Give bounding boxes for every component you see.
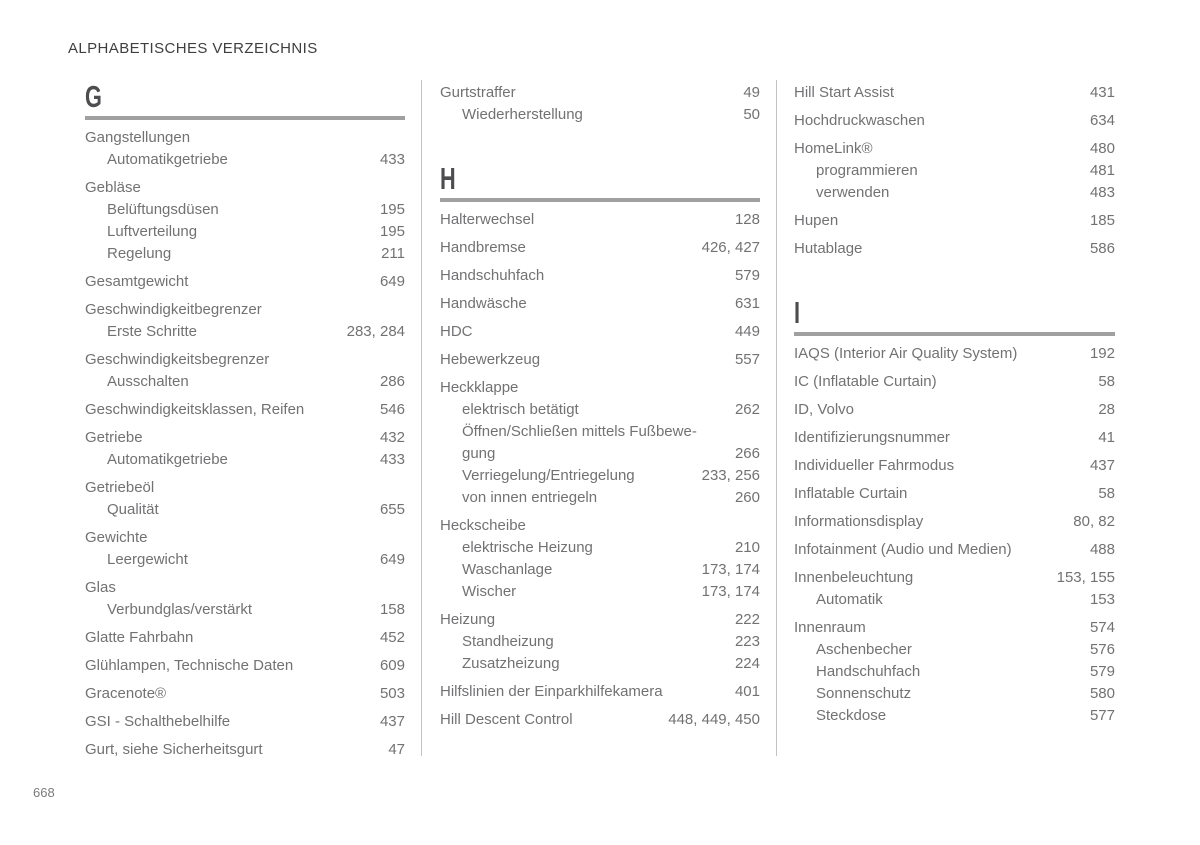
index-group (440, 237, 760, 259)
index-group (794, 82, 1115, 104)
index-subentry (85, 149, 405, 171)
entry-page-number: 557 (734, 351, 760, 368)
index-entry (794, 617, 1115, 639)
index-group (440, 681, 760, 703)
index-subentry (85, 449, 405, 471)
index-group (85, 739, 405, 761)
index-subentry (440, 104, 760, 126)
index-subentry (85, 199, 405, 221)
entry-page-number: 577 (1089, 707, 1115, 724)
index-entry (85, 477, 405, 499)
entry-page-number: 433 (379, 151, 405, 168)
index-group (85, 271, 405, 293)
index-group (794, 343, 1115, 365)
entry-page-number: 433 (379, 451, 405, 468)
entry-label: Glatte Fahrbahn (85, 629, 194, 646)
section-header-i (794, 295, 1115, 336)
entry-page-number: 222 (734, 611, 760, 628)
index-subentry (440, 487, 760, 509)
entry-page-number: 128 (734, 211, 760, 228)
entry-label: Zusatzheizung (462, 655, 560, 672)
section-header-h (440, 161, 760, 202)
entry-label: Getriebeöl (85, 479, 155, 496)
entry-page-number: 173, 174 (701, 561, 760, 578)
index-entry (794, 82, 1115, 104)
entry-page-number: 47 (388, 741, 405, 758)
entry-label: Steckdose (816, 707, 887, 724)
index-group (85, 177, 405, 265)
entry-page-number: 580 (1089, 685, 1115, 702)
entry-label: Innenraum (794, 619, 866, 636)
column-divider (776, 80, 777, 756)
entry-page-number: 262 (734, 401, 760, 418)
index-entry (85, 349, 405, 371)
entry-page-number: 634 (1089, 112, 1115, 129)
entry-label: Identifizierungsnummer (794, 429, 950, 446)
entry-label: HomeLink® (794, 140, 873, 157)
entry-label: Sonnenschutz (816, 685, 912, 702)
entry-page-number: 283, 284 (346, 323, 405, 340)
entry-page-number: 649 (379, 551, 405, 568)
index-group (794, 567, 1115, 611)
index-subentry (85, 221, 405, 243)
index-group (440, 349, 760, 371)
index-subentry (794, 182, 1115, 204)
entry-label: Automatikgetriebe (107, 151, 228, 168)
index-subentry (440, 653, 760, 675)
index-entry (794, 138, 1115, 160)
section-letter: I (794, 295, 801, 330)
index-group (794, 138, 1115, 204)
entry-label: Hilfslinien der Einparkhilfekamera (440, 683, 663, 700)
index-subentry (85, 599, 405, 621)
entry-label: Verbundglas/verstärkt (107, 601, 253, 618)
entry-label: ID, Volvo (794, 401, 855, 418)
index-group (440, 321, 760, 343)
entry-label: Glühlampen, Technische Daten (85, 657, 294, 674)
index-entry (440, 349, 760, 371)
index-entry (794, 455, 1115, 477)
entry-page-number: 58 (1098, 485, 1115, 502)
entry-label: Handbremse (440, 239, 526, 256)
entry-label: verwenden (816, 184, 890, 201)
entry-page-number: 233, 256 (701, 467, 760, 484)
entry-label: Geschwindigkeitsklassen, Reifen (85, 401, 305, 418)
index-entry (794, 238, 1115, 260)
index-subentry (794, 705, 1115, 727)
index-group (85, 127, 405, 171)
entry-page-number: 286 (379, 373, 405, 390)
entry-label: programmieren (816, 162, 918, 179)
index-subentry (794, 589, 1115, 611)
index-entry (440, 82, 760, 104)
entry-label: Hill Start Assist (794, 84, 895, 101)
entry-page-number: 80, 82 (1073, 513, 1115, 530)
index-subentry (440, 631, 760, 653)
index-group (440, 209, 760, 231)
index-subentry (85, 549, 405, 571)
entry-label: Handschuhfach (816, 663, 921, 680)
index-subentry (440, 465, 760, 487)
entry-page-number: 195 (379, 201, 405, 218)
index-group (85, 683, 405, 705)
entry-label: Verriegelung/Entriegelung (462, 467, 635, 484)
index-entry (794, 511, 1115, 533)
index-group (85, 655, 405, 677)
entry-page-number: 437 (379, 713, 405, 730)
entry-page-number: 432 (379, 429, 405, 446)
index-entry (85, 683, 405, 705)
index-entry (440, 293, 760, 315)
index-subentry (794, 683, 1115, 705)
entry-page-number: 437 (1089, 457, 1115, 474)
index-subentry (440, 559, 760, 581)
entry-label: elektrisch betätigt (462, 401, 579, 418)
index-entry (85, 739, 405, 761)
index-subentry (85, 499, 405, 521)
index-group (794, 110, 1115, 132)
index-entry (85, 399, 405, 421)
index-entry (794, 343, 1115, 365)
section-rule (440, 198, 760, 202)
index-entry (440, 265, 760, 287)
entry-page-number: 401 (734, 683, 760, 700)
index-group (85, 427, 405, 471)
entry-page-number: 488 (1089, 541, 1115, 558)
entry-page-number: 481 (1089, 162, 1115, 179)
entry-label: Individueller Fahrmodus (794, 457, 955, 474)
entry-page-number: 649 (379, 273, 405, 290)
entry-page-number: 173, 174 (701, 583, 760, 600)
index-entry (440, 209, 760, 231)
index-group (794, 371, 1115, 393)
entry-label: Leergewicht (107, 551, 188, 568)
entry-page-number: 480 (1089, 140, 1115, 157)
entry-label: Hutablage (794, 240, 863, 257)
entry-page-number: 448, 449, 450 (668, 711, 760, 728)
entry-page-number: 185 (1089, 212, 1115, 229)
index-group (440, 515, 760, 603)
index-entry (85, 299, 405, 321)
index-group (440, 265, 760, 287)
entry-label: Qualität (107, 501, 159, 518)
index-group (85, 627, 405, 649)
entry-label: Geschwindigkeitsbegrenzer (85, 351, 270, 368)
index-entry (85, 577, 405, 599)
index-group (85, 299, 405, 343)
entry-label: Hebewerkzeug (440, 351, 541, 368)
index-entry (85, 427, 405, 449)
entry-label: Heckscheibe (440, 517, 526, 534)
entry-label: Hochdruckwaschen (794, 112, 925, 129)
entry-label: Gurt, siehe Sicherheitsgurt (85, 741, 263, 758)
page-number: 668 (33, 785, 55, 800)
entry-label: Heckklappe (440, 379, 519, 396)
index-subentry (85, 243, 405, 265)
index-entry (794, 371, 1115, 393)
entry-label: IC (Inflatable Curtain) (794, 373, 937, 390)
index-column-1 (85, 79, 405, 767)
entry-label: GSI - Schalthebelhilfe (85, 713, 231, 730)
section-rule (794, 332, 1115, 336)
entry-label: Automatik (816, 591, 883, 608)
index-group (85, 349, 405, 393)
section-letter: G (85, 79, 102, 114)
index-entry (85, 527, 405, 549)
index-subentry (794, 639, 1115, 661)
entry-page-number: 28 (1098, 401, 1115, 418)
entry-page-number: 449 (734, 323, 760, 340)
entry-page-number: 586 (1089, 240, 1115, 257)
index-entry (440, 321, 760, 343)
entry-page-number: 224 (734, 655, 760, 672)
index-entry (440, 515, 760, 537)
entry-label: Gewichte (85, 529, 148, 546)
entry-page-number: 158 (379, 601, 405, 618)
index-group (794, 427, 1115, 449)
entry-page-number: 153 (1089, 591, 1115, 608)
index-entry (85, 271, 405, 293)
index-subentry (440, 581, 760, 603)
entry-page-number: 260 (734, 489, 760, 506)
index-entry (440, 609, 760, 631)
index-group (440, 377, 760, 509)
index-group (440, 293, 760, 315)
entry-label: Aschenbecher (816, 641, 912, 658)
index-entry (85, 655, 405, 677)
entry-page-number: 609 (379, 657, 405, 674)
entry-page-number: 49 (743, 84, 760, 101)
index-group (85, 399, 405, 421)
index-group (794, 238, 1115, 260)
index-entry (794, 399, 1115, 421)
index-subentry (440, 537, 760, 559)
entry-label: Informationsdisplay (794, 513, 924, 530)
entry-page-number: 631 (734, 295, 760, 312)
index-group (794, 210, 1115, 232)
index-column-2 (440, 82, 760, 737)
index-group (440, 609, 760, 675)
index-group (794, 399, 1115, 421)
entry-label: IAQS (Interior Air Quality System) (794, 345, 1018, 362)
index-entry (85, 177, 405, 199)
index-group (794, 511, 1115, 533)
index-entry (794, 427, 1115, 449)
entry-label: Gebläse (85, 179, 141, 196)
entry-label: Luftverteilung (107, 223, 198, 240)
entry-label: Wiederherstellung (462, 106, 583, 123)
index-entry (794, 483, 1115, 505)
entry-label: Gracenote® (85, 685, 167, 702)
index-entry (794, 539, 1115, 561)
entry-label: Regelung (107, 245, 172, 262)
entry-label: Inflatable Curtain (794, 485, 908, 502)
entry-page-number: 483 (1089, 184, 1115, 201)
entry-page-number: 153, 155 (1056, 569, 1115, 586)
index-entry (794, 210, 1115, 232)
index-entry (85, 711, 405, 733)
index-entry (440, 681, 760, 703)
index-group (794, 539, 1115, 561)
entry-label: Hill Descent Control (440, 711, 573, 728)
entry-page-number: 579 (734, 267, 760, 284)
index-group (794, 455, 1115, 477)
entry-label: Gurtstraffer (440, 84, 516, 101)
index-subentry (440, 443, 760, 465)
entry-label: gung (462, 445, 496, 462)
entry-label: Gangstellungen (85, 129, 191, 146)
index-group (85, 527, 405, 571)
entry-page-number: 195 (379, 223, 405, 240)
entry-label: Innenbeleuchtung (794, 569, 914, 586)
entry-label: Hupen (794, 212, 839, 229)
index-column-3 (794, 82, 1115, 733)
entry-label: Erste Schritte (107, 323, 198, 340)
entry-label: Gesamtgewicht (85, 273, 189, 290)
entry-page-number: 576 (1089, 641, 1115, 658)
entry-page-number: 211 (381, 245, 405, 262)
entry-label: Infotainment (Audio und Medien) (794, 541, 1012, 558)
index-group (85, 577, 405, 621)
entry-page-number: 452 (379, 629, 405, 646)
index-entry (794, 567, 1115, 589)
entry-label: Handwäsche (440, 295, 527, 312)
entry-label: von innen entriegeln (462, 489, 598, 506)
index-group (440, 709, 760, 731)
entry-label: Geschwindigkeitbegrenzer (85, 301, 262, 318)
index-subentry (440, 421, 760, 443)
entry-page-number: 426, 427 (701, 239, 760, 256)
entry-label: Öffnen/Schließen mittels Fußbewe- (462, 423, 697, 440)
section-rule (85, 116, 405, 120)
entry-label: Wischer (462, 583, 517, 600)
entry-page-number: 223 (734, 633, 760, 650)
entry-page-number: 579 (1089, 663, 1115, 680)
section-letter: H (440, 161, 456, 196)
entry-page-number: 431 (1089, 84, 1115, 101)
entry-page-number: 266 (734, 445, 760, 462)
entry-label: Glas (85, 579, 116, 596)
entry-page-number: 192 (1089, 345, 1115, 362)
entry-page-number: 50 (743, 106, 760, 123)
entry-page-number: 655 (379, 501, 405, 518)
entry-label: Waschanlage (462, 561, 553, 578)
entry-page-number: 41 (1098, 429, 1115, 446)
index-group (794, 483, 1115, 505)
entry-label: Automatikgetriebe (107, 451, 228, 468)
index-group (85, 711, 405, 733)
index-entry (440, 377, 760, 399)
index-entry (85, 127, 405, 149)
entry-label: Heizung (440, 611, 496, 628)
index-group (794, 617, 1115, 727)
section-header-g (85, 79, 405, 120)
entry-page-number: 210 (734, 539, 760, 556)
entry-label: elektrische Heizung (462, 539, 593, 556)
index-subentry (794, 160, 1115, 182)
entry-page-number: 503 (379, 685, 405, 702)
entry-label: Belüftungsdüsen (107, 201, 219, 218)
entry-label: Halterwechsel (440, 211, 535, 228)
entry-page-number: 58 (1098, 373, 1115, 390)
index-subentry (440, 399, 760, 421)
index-subentry (794, 661, 1115, 683)
index-group (440, 82, 760, 126)
entry-label: Ausschalten (107, 373, 189, 390)
index-entry (440, 237, 760, 259)
index-entry (794, 110, 1115, 132)
index-subentry (85, 371, 405, 393)
entry-label: HDC (440, 323, 473, 340)
column-divider (421, 80, 422, 756)
index-group (85, 477, 405, 521)
entry-label: Getriebe (85, 429, 143, 446)
index-entry (440, 709, 760, 731)
entry-label: Handschuhfach (440, 267, 545, 284)
page-title: ALPHABETISCHES VERZEICHNIS (68, 40, 318, 57)
entry-label: Standheizung (462, 633, 554, 650)
index-subentry (85, 321, 405, 343)
entry-page-number: 546 (379, 401, 405, 418)
entry-page-number: 574 (1089, 619, 1115, 636)
index-entry (85, 627, 405, 649)
